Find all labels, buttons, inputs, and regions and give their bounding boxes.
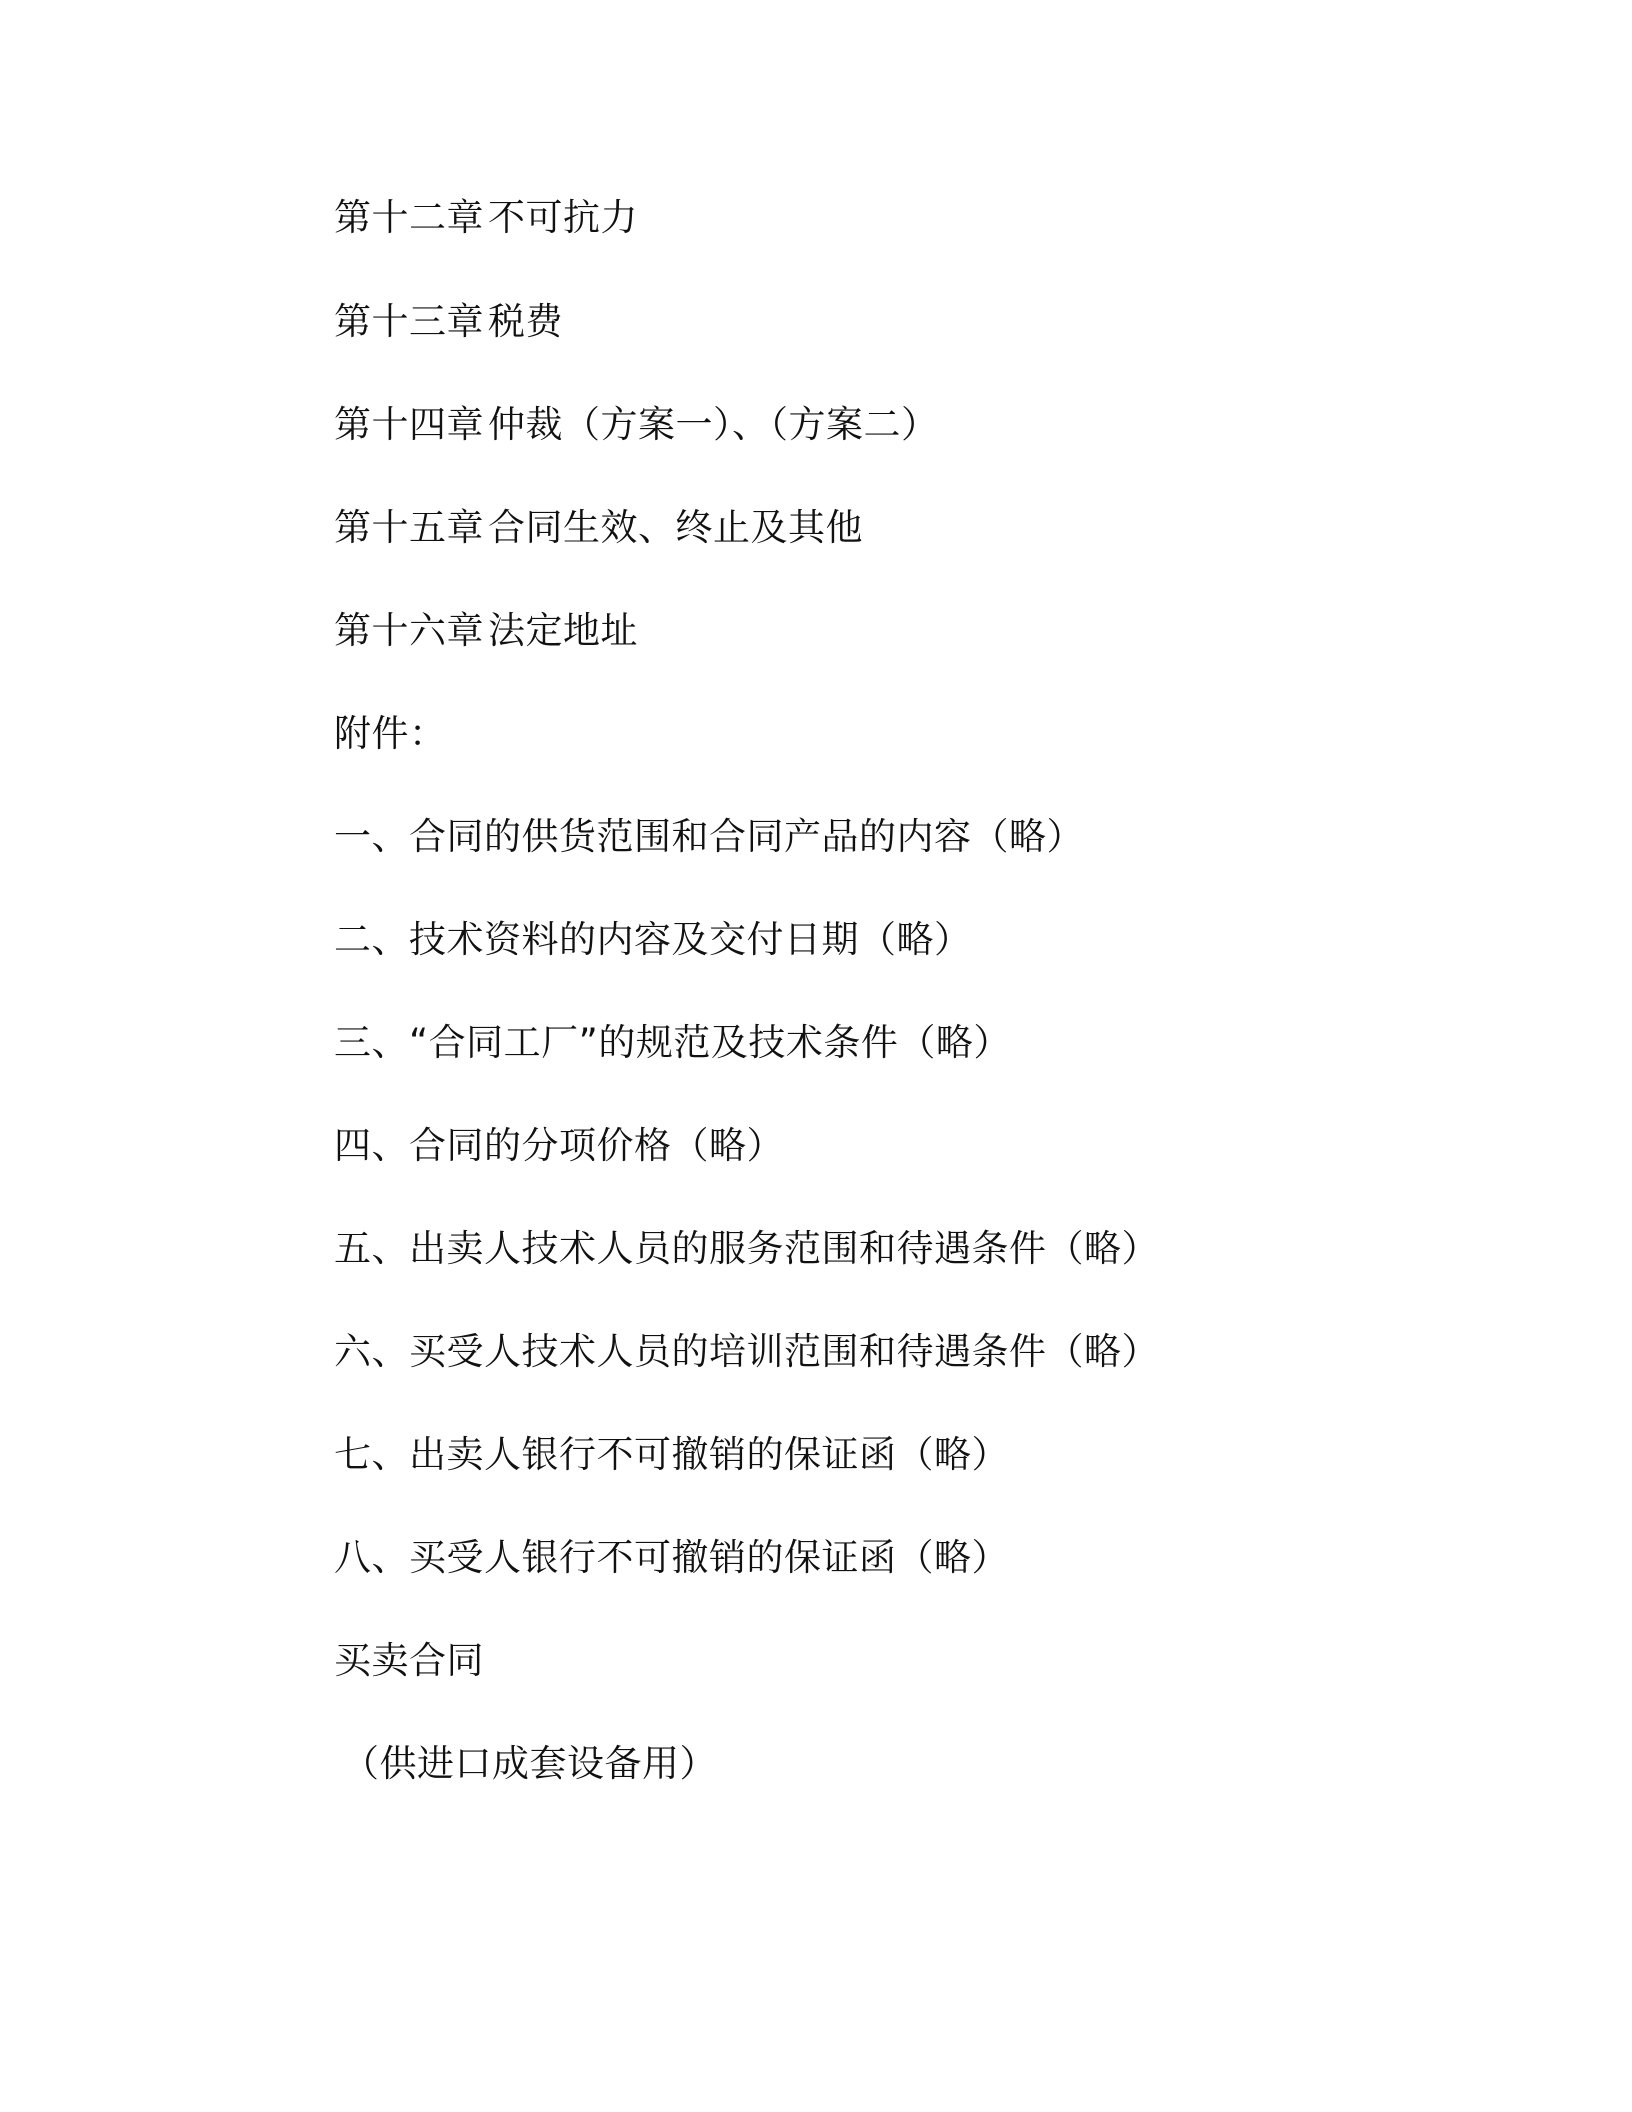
chapter-title: 税费 bbox=[488, 300, 563, 343]
appendix-item: 七、出卖人银行不可撤销的保证函（略） bbox=[334, 1433, 1009, 1476]
chapter-13 bbox=[334, 298, 563, 346]
appendix-item: 八、买受人银行不可撤销的保证函（略） bbox=[334, 1536, 1009, 1579]
appendix-item: 三、“合同工厂”的规范及技术条件（略） bbox=[334, 1021, 1011, 1064]
chapter-14 bbox=[334, 401, 939, 449]
appendix-item: 四、合同的分项价格（略） bbox=[334, 1124, 784, 1167]
chapter-title: 法定地址 bbox=[488, 609, 638, 652]
chapter-title: 不可抗力 bbox=[488, 196, 638, 239]
chapter-16 bbox=[334, 607, 638, 655]
appendix-item: 五、出卖人技术人员的服务范围和待遇条件（略） bbox=[334, 1227, 1159, 1270]
chapter-title: 合同生效、终止及其他 bbox=[488, 506, 863, 549]
appendix-item: 一、合同的供货范围和合同产品的内容（略） bbox=[334, 815, 1084, 858]
chapter-number: 第十四章 bbox=[334, 403, 484, 446]
chapter-number: 第十六章 bbox=[334, 609, 484, 652]
chapter-12 bbox=[334, 194, 638, 242]
chapter-number: 第十五章 bbox=[334, 506, 484, 549]
chapter-title: 仲裁（方案一）、（方案二） bbox=[488, 403, 939, 446]
appendix-heading: 附件： bbox=[334, 712, 447, 755]
chapter-15 bbox=[334, 504, 863, 552]
chapter-number: 第十二章 bbox=[334, 196, 484, 239]
contract-title: 买卖合同 bbox=[334, 1639, 484, 1682]
contract-subtitle: （供进口成套设备用） bbox=[342, 1742, 717, 1785]
appendix-item: 二、技术资料的内容及交付日期（略） bbox=[334, 918, 972, 961]
chapter-number: 第十三章 bbox=[334, 300, 484, 343]
appendix-item: 六、买受人技术人员的培训范围和待遇条件（略） bbox=[334, 1330, 1159, 1373]
